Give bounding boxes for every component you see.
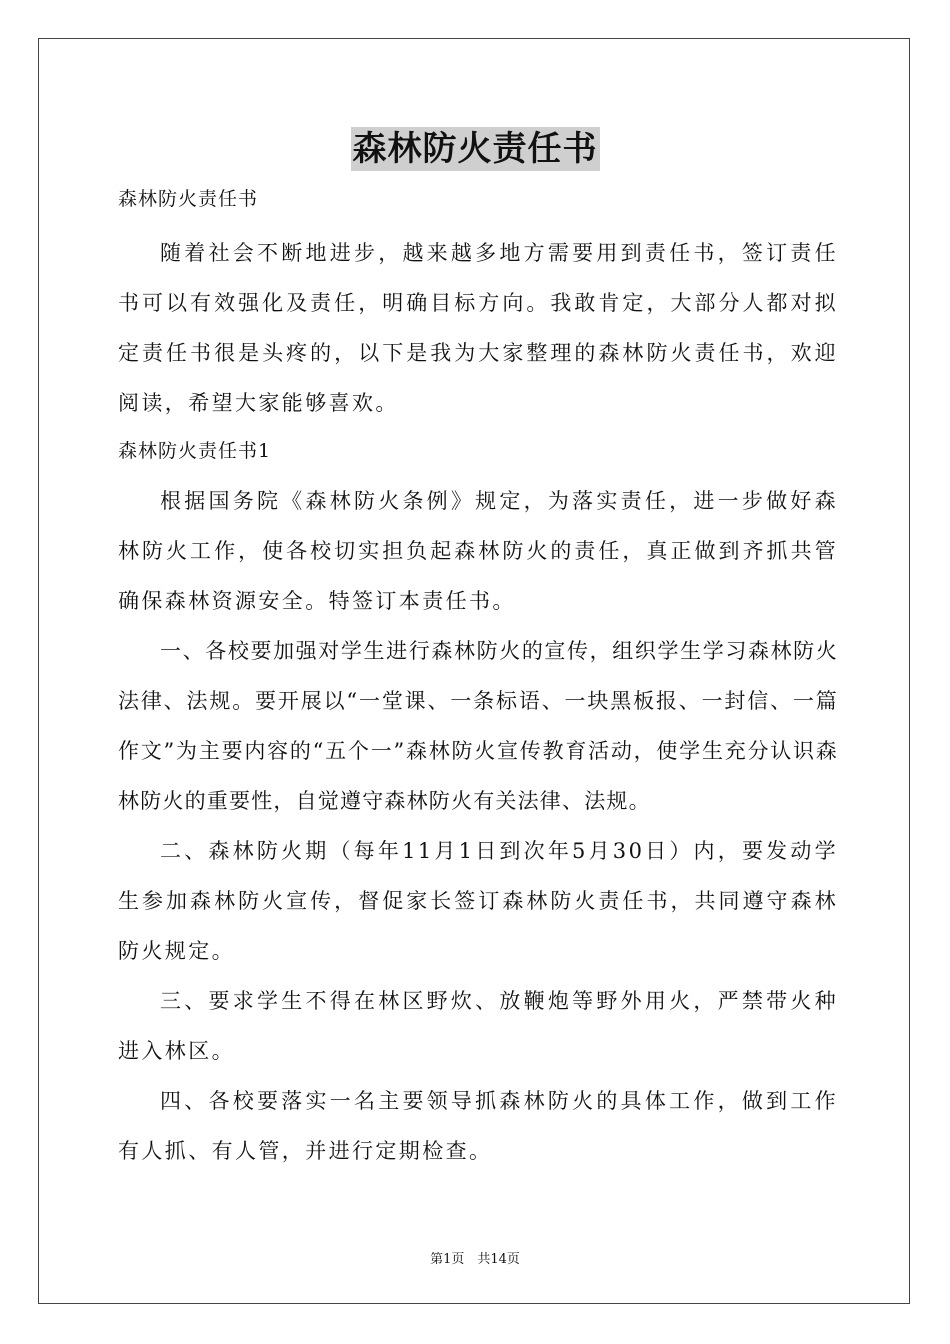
paragraph-item-2: 二、森林防火期（每年11月1日到次年5月30日）内，要发动学生参加森林防火宣传，督促家长签订森林防火责任书，共同遵守森林防火规定。 xyxy=(118,839,838,963)
document-subtitle: 森林防火责任书 xyxy=(118,188,259,210)
title-container xyxy=(0,127,950,171)
document-body xyxy=(118,180,838,1176)
paragraph-item-3: 三、要求学生不得在林区野炊、放鞭炮等野外用火，严禁带火种进入林区。 xyxy=(118,989,838,1063)
paragraph-basis: 根据国务院《森林防火条例》规定，为落实责任，进一步做好森林防火工作，使各校切实担负起森林防火的责任，真正做到齐抓共管确保森林资源安全。特签订本责任书。 xyxy=(118,489,838,613)
paragraph-item-1: 一、各校要加强对学生进行森林防火的宣传，组织学生学习森林防火法律、法规。要开展以“一堂课、一条标语、一块黑板报、一封信、一篇作文”为主要内容的“五个一”森林防火宣传教育活动，使学生充分认识森林防火的重要性，自觉遵守森林防火有关法律、法规。 xyxy=(118,639,838,813)
intro-paragraph: 随着社会不断地进步，越来越多地方需要用到责任书，签订责任书可以有效强化及责任，明确目标方向。我敢肯定，大部分人都对拟定责任书很是头疼的，以下是我为大家整理的森林防火责任书，欢迎阅读，希望大家能够喜欢。 xyxy=(118,241,838,415)
document-title: 森林防火责任书 xyxy=(352,129,598,169)
section-title: 森林防火责任书1 xyxy=(118,440,272,462)
page-footer: 第1页 共14页 xyxy=(430,1252,520,1267)
paragraph-item-4: 四、各校要落实一名主要领导抓森林防火的具体工作，做到工作有人抓、有人管，并进行定期检查。 xyxy=(118,1089,838,1163)
